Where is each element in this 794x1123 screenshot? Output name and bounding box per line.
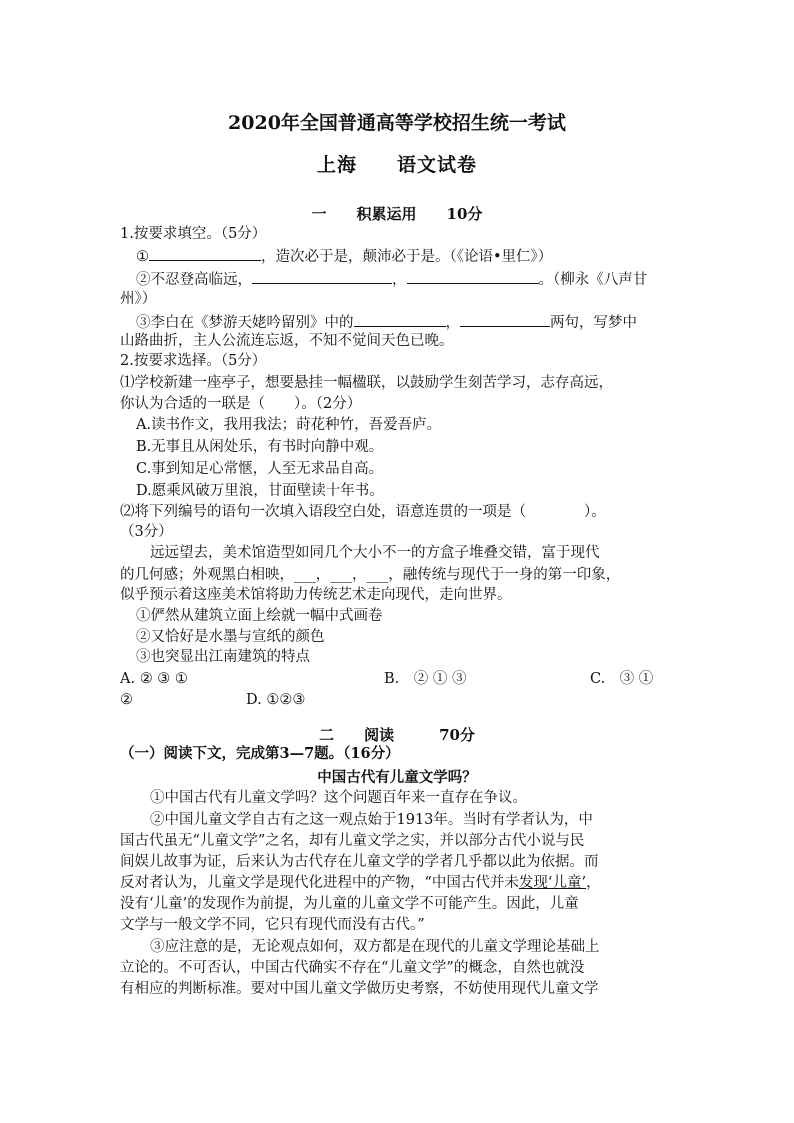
choice-d: D. ①②③	[246, 692, 306, 708]
article-p2-line3: 间娱儿故事为证，后来认为古代存在儿童文学的学者几乎都以此为依据。而	[120, 854, 599, 870]
option-a: A.读书作文，我用我法；莳花种竹，吾爱吾庐。	[136, 417, 442, 433]
q1-line2-text-a: ②不忍登高临远，	[136, 272, 252, 288]
blank-5	[460, 311, 550, 327]
q2-sub1-line1: ⑴学校新建一座亭子，想要悬挂一幅楹联，以鼓励学生刻苦学习，志存高远，	[120, 375, 613, 391]
q1-line3	[136, 311, 637, 333]
q1-line2-text-c: 。（柳永《八声甘	[538, 272, 648, 288]
blank-2	[252, 268, 392, 284]
q2-stem: 2.按要求选择。（5分）	[120, 353, 267, 369]
q1-line1-text: ，造次必于是，颠沛必于是。（《论语•里仁》）	[261, 249, 553, 265]
article-p2-line6: 文学与一般文学不同，它只有现代而没有古代。”	[120, 917, 425, 933]
article-p2-line4-a: 反对者认为，儿童文学是现代化进程中的产物，“中国古代并未	[120, 875, 519, 891]
article-p3-line2: 立论的。不可否认，中国古代确实不存在“儿童文学”的概念，自然也就没	[120, 960, 585, 976]
option-d: D.愿乘风破万里浪，甘面壁读十年书。	[136, 483, 384, 499]
blank-4	[354, 311, 446, 327]
q1-line3-cont: 山路曲折，主人公流连忘返，不知不觉间天色已晚。	[120, 333, 454, 349]
article-p3-line1: ③应注意的是，无论观点如何，双方都是在现代的儿童文学理论基础上	[150, 939, 600, 955]
blank-3	[407, 268, 539, 284]
passage-line1: 远远望去，美术馆造型如同几个大小不一的方盒子堆叠交错，富于现代	[150, 545, 600, 561]
choice-c: C. ③ ①	[590, 671, 654, 687]
q2-sub1-line2: 你认为合适的一联是（ ）。（2分）	[120, 396, 362, 412]
choice-c-cont: ②	[120, 692, 133, 708]
article-p2-line2: 国古代虽无“儿童文学”之名，却有儿童文学之实，并以部分古代小说与民	[120, 833, 585, 849]
article-p3-line3: 有相应的判断标准。要对中国儿童文学做历史考察，不妨使用现代儿童文学	[120, 981, 599, 997]
q1-line1-num: ①	[136, 249, 149, 265]
q2-sub2-line2: （3分）	[120, 524, 173, 540]
section-two-heading: 二 阅读 70分	[319, 726, 475, 744]
article-p1: ①中国古代有儿童文学吗？这个问题百年来一直存在争议。	[150, 790, 527, 806]
option-b: B.无事且从闲处乐，有书时向静中观。	[136, 439, 384, 455]
q1-line2	[136, 268, 647, 290]
article-title: 中国古代有儿童文学吗？	[317, 769, 477, 786]
q1-line3-text-c: 两句，写梦中	[550, 315, 637, 331]
exam-title: 2020年全国普通高等学校招生统一考试	[228, 112, 566, 134]
q1-line2-text-b: ，	[392, 272, 407, 288]
section-one-heading: 一 积累运用 10分	[311, 205, 483, 223]
choice-a: A. ② ③ ①	[120, 671, 188, 687]
blank-1	[149, 245, 261, 261]
q1-line3-text-a: ③李白在《梦游天姥吟留别》中的	[136, 315, 354, 331]
q1-line3-text-b: ，	[445, 315, 460, 331]
reading-subheading: （一）阅读下文，完成第3—7题。（16分）	[120, 745, 400, 762]
q1-line2-cont: 州》）	[120, 291, 157, 307]
sentence-item-2: ②又恰好是水墨与宣纸的颜色	[136, 629, 325, 645]
article-p2-line4	[120, 873, 601, 893]
choice-b: B. ② ① ③	[384, 671, 467, 687]
q1-line1	[136, 245, 552, 267]
exam-subtitle: 上海 语文试卷	[316, 154, 477, 176]
option-c: C.事到知足心常惬，人至无求品自高。	[136, 461, 384, 477]
sentence-item-1: ①俨然从建筑立面上绘就一幅中式画卷	[136, 608, 383, 624]
passage-line3: 似乎预示着这座美术馆将助力传统艺术走向现代，走向世界。	[120, 587, 512, 603]
passage-line2: 的几何感；外观黑白相映，___，___，___，融传统与现代于一身的第一印象，	[120, 567, 621, 583]
article-p2-line5: 没有‘儿童’的发现作为前提，为儿童的儿童文学不可能产生。因此，儿童	[120, 896, 579, 912]
article-p2-line1: ②中国儿童文学自古有之这一观点始于1913年。当时有学者认为，中	[150, 812, 593, 828]
sentence-item-3: ③也突显出江南建筑的特点	[136, 649, 310, 665]
q2-sub2-line1: ⑵将下列编号的语句一次填入语段空白处，语意连贯的一项是（ ）。	[120, 504, 606, 520]
q1-stem: 1.按要求填空。（5分）	[120, 226, 267, 242]
article-p2-line4-c: ，	[586, 875, 601, 891]
underlined-phrase: 发现‘儿童’	[518, 875, 587, 891]
